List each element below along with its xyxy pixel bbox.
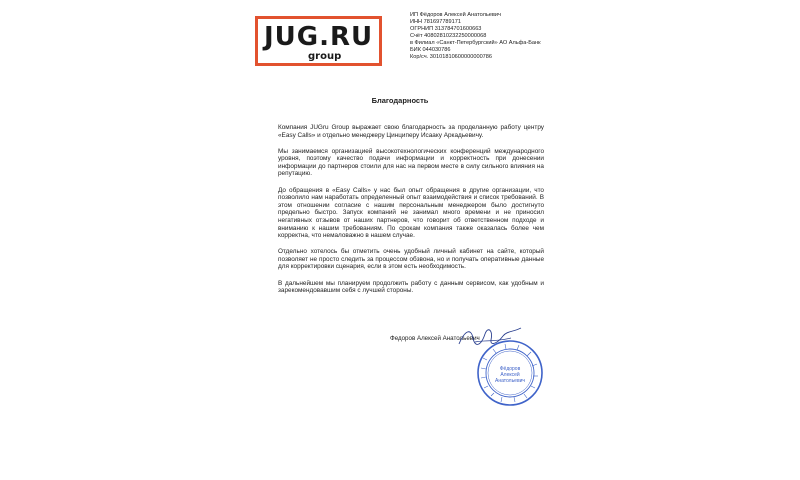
paragraph: До обращения в «Easy Calls» у нас был опыт обращения в другие организации, что позволило нам наработать определенный опыт взаимодействия и список требований. В этом отношении согласие с нашим персональным менеджером было достигнуто предельно быстро. Запуск компаний не занимал много времени и не приносил негативных отзывов от наших партнеров, что говорит об ответственном подходе и вниманию к нашим требованиям. По срокам компания также оказалась более чем корректна, что немаловажно в нашем случае. (278, 186, 544, 240)
logo-word: JUG.RU (264, 22, 374, 52)
requisite-line: ОГРНИП 313784701600663 (410, 26, 482, 32)
letter-page (240, 0, 560, 480)
requisite-line: БИК 044030786 (410, 47, 451, 53)
requisite-line: в Филиал «Санкт-Петербургский» АО Альфа-Банк (410, 40, 541, 46)
paragraph: Отдельно хотелось бы отметить очень удобный личный кабинет на сайте, который позволяет не просто следить за процессом обзвона, но и получать оперативные данные для корректировки сценария, если в этом есть необходимость. (278, 248, 544, 271)
requisite-line: Кор/сч. 30101810600000000786 (410, 54, 493, 60)
company-requisites (410, 12, 560, 61)
stamp-line-1: Фёдоров (499, 366, 521, 372)
company-stamp (475, 338, 545, 408)
requisite-line: ИНН 781697789171 (410, 19, 461, 25)
jugru-logo (255, 16, 382, 66)
letter-title: Благодарность (371, 96, 429, 105)
stamp-line-3: Анатольевич (494, 378, 526, 384)
paragraph: Мы занимаемся организацией высокотехнологических конференций международного уровня, поэтому качество подачи информации и корректность при донесении информации до партнеров стоили для нас на первом месте в силу сильного влияния на репутацию. (278, 147, 544, 178)
logo-sub: group (308, 51, 342, 62)
requisite-line: ИП Фёдоров Алексей Анатольевич (410, 12, 501, 18)
paragraph: В дальнейшем мы планируем продолжить работу с данным сервисом, как удобным и зарекомендовавшим себя с лучшей стороны. (278, 279, 544, 295)
letter-body (278, 124, 544, 303)
requisite-line: Счёт 40802810232250000068 (410, 33, 487, 39)
paragraph: Компания JUGru Group выражает свою благодарность за проделанную работу центру «Easy Calls» и отдельно менеджеру Цинциперу Исааку Аркадьевичу. (278, 124, 544, 139)
stamp-line-2: Алексей (500, 372, 520, 378)
signatory-name: Федоров Алексей Анатольевич (390, 335, 480, 342)
